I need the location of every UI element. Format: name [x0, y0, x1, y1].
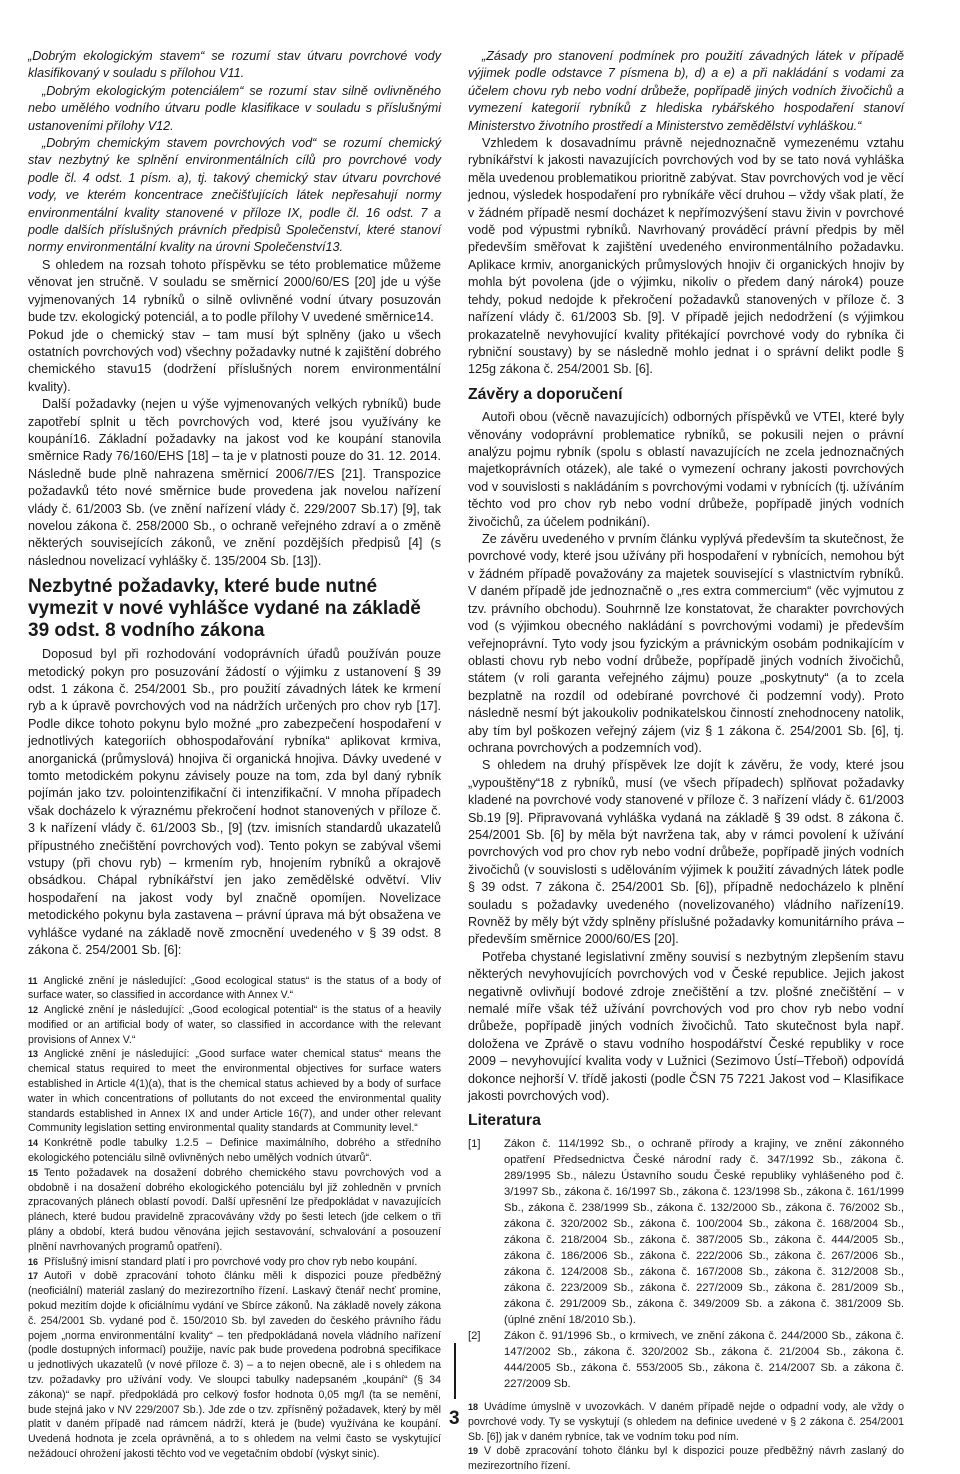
footnote: 12 Anglické znění je následující: „Good ecological potential“ is the status of a heavily modified or an artificial body of water, so classified in accordance with the relevant provisions of Annex V.“ — [28, 1004, 441, 1046]
left-column — [28, 48, 441, 1462]
paragraph: Pokud jde o chemický stav – tam musí být splněny (jako u všech ostatních povrchových vod) všechny požadavky nutné k zajištění dobrého chemického stavu15 (dodržení příslušných norem environmentální kvality). — [28, 327, 441, 394]
footnote: 18 Uvádíme úmyslně v uvozovkách. V daném případě nejde o odpadní vody, ale vždy o povrchové vody. Ty se vyskytují (s ohledem na definice uvedené v § 2 zákona č. 254/2001 Sb. [6]) jak v daném rybníce, tak ve vodním toku pod ním. — [468, 1400, 904, 1443]
paragraph: Další požadavky (nejen u výše vyjmenovaných velkých rybníků) bude zapotřebí splnit u těch povrchových vod, které jsou využívány ke koupání16. Základní požadavky na jakost vod ke koupání stanovila směrnice Rady 76/160/EHS [18] – ta je v platnosti pouze do 31. 12. 2014. Následně bude plně nahrazena směrnicí 2006/7/ES [21]. Transpozice požadavků této nové směrnice bude provedena jak novelou nařízení vlády č. 61/2003 Sb. (ve znění nařízení vlády č. 229/2007 Sb.17) [9], tak novelou zákona č. 258/2000 Sb., o ochraně veřejného zdraví a o změně některých souvisejících zákonů, ve znění pozdějších předpisů [4] (s následnou novelizací vyhlášky č. 135/2004 Sb. [13]). — [28, 397, 441, 568]
paragraph: S ohledem na rozsah tohoto příspěvku se této problematice můžeme věnovat jen stručně. V souladu se směrnicí 2000/60/ES [20] jde u výše vyjmenovaných 14 rybníků o silně ovlivněné vodní útvary posuzován bude tzv. ekologický potenciál, a to podle přílohy V uvedené směrnice14. — [28, 257, 441, 325]
section-heading: Závěry a doporučení — [468, 385, 623, 403]
paragraph: Potřeba chystané legislativní změny souvisí s nezbytným zlepšením stavu některých nevyhovujících povrchových vod v České republice. Jejich jakost negativně ovlivňují bodové zdroje znečištění a tzv. plošné znečištění – v nemalé míře však též užívání povrchových vod pro chov ryb nebo vodní drůbeže, popřípadě jiných vodních živočichů. Tato skutečnost byla např. doložena ve Zprávě o stavu vodního hospodářství České republiky v roce 2009 – nevyhovující kvalita vody v Lužnici (Sezimovo Ústí–Třeboň) odpovídá dokonce nejhorší V. třídě jakosti (podle ČSN 75 7221 Jakost vod – Klasifikace jakosti povrchových vod). — [468, 949, 904, 1104]
paragraph: S ohledem na druhý příspěvek lze dojít k závěru, že vody, které jsou „vypouštěny“18 z rybníků, musí (ve všech případech) splňovat požadavky kladené na povrchové vody stanovené v příloze č. 3 nařízení vlády č. 61/2003 Sb.19 [9]. Připravovaná vyhláška vydaná na základě § 39 odst. 8 zákona č. 254/2001 Sb. [6] by měla být navržena tak, aby v rámci povolení k užívání povrchových vod pro chov ryb nebo vodní drůbeže, popřípadě jiných vodních živočichů (v souvislosti s udělováním výjimek k použití závadných látek podle § 39 odst. 7 zákona č. 254/2001 Sb. [6]), případně nedocházelo k plnění souladu s požadavky uvedeného (novelizovaného) vládního nařízení19. Rovněž by měly být vždy splněny příslušné požadavky komunitárního práva – především směrnice 2000/60/ES [20]. — [468, 758, 904, 947]
paragraph: Autoři obou (věcně navazujících) odborných příspěvků ve VTEI, které byly věnovány vodoprávní problematice rybníků, se pokusili nejen o právní analýzu pojmu rybník (spolu s oblastí navazujících ne zcela jednoznačných majetkoprávních otázek), ale také o vymezení ochrany jakosti povrchových vod v souvislosti s nakládáním s povrchovými vodami v rybnících (tj. užíváním těchto vod pro chov ryb nebo vodní drůbeže, popřípadě jiných vodních živočichů, za účelem podnikání). — [468, 410, 904, 529]
literature-heading: Literatura — [468, 1112, 541, 1130]
reference-item: [1] Zákon č. 114/1992 Sb., o ochraně přírody a krajiny, ve znění zákonného opatření Předsednictva České národní rady č. 347/1992 Sb., zákona č. 289/1995 Sb., nálezu Ústavního soudu České republiky vyhlášeného pod č. 3/1997 Sb., zákona č. 16/1997 Sb., zákona č. 123/1998 Sb., zákona č. 161/1999 Sb., zákona č. 238/1999 Sb., zákona č. 132/2000 Sb., zákona č. 76/2002 Sb., zákona č. 320/2002 Sb., zákona č. 100/2004 Sb., zákona č. 168/2004 Sb., zákona č. 218/2004 Sb., zákona č. 387/2005 Sb., zákona č. 444/2005 Sb., zákona č. 186/2006 Sb., zákona č. 222/2006 Sb., zákona č. 267/2006 Sb., zákona č. 124/2008 Sb., zákona č. 167/2008 Sb., zákona č. 312/2008 Sb., zákona č. 223/2009 Sb., zákona č. 227/2009 Sb., zákona č. 281/2009 Sb., zákona č. 291/2009 Sb., zákona č. 349/2009 Sb. a zákona č. 381/2009 Sb. (úplné znění 18/2010 Sb.). — [468, 1137, 904, 1326]
footnotes — [468, 1400, 904, 1474]
paragraph: Vzhledem k dosavadnímu právně nejednoznačně vymezenému vztahu rybníkářství k jakosti navazujících povrchových vod by se tato nová vyhláška měla uvedenou problematikou prioritně zabývat. Stav povrchových vod je věcí jednou, výsledek hospodaření pro rybníkáře věcí druhou – vždy však platí, že v žádném případě nesmí docházet k nepřímozvýšení stavu živin v povrchové vodě pod výpustmi rybníků. Navrhovaný prováděcí právní předpis by měl především směřovat k zajištění uvedeného environmentálního požadavku. Aplikace krmiv, anorganických průmyslových hnojiv či organických hnojiv by mohla být povolena (jde o výjimku, nikoliv o předem daný nárok4) pouze tehdy, pokud nedojde k překročení požadavků stanovených v příloze č. 3 nařízení vlády č. 61/2003 Sb. [9]. V případě jejich nedodržení (s výjimkou prokazatelně nevyhovující kvality přitékající povrchové vody do rybníka či rybniční soustavy) by se následně mohlo jednat i o správní delikt podle § 125g zákona č. 254/2001 Sb. [6]. — [468, 136, 904, 377]
footnote: 13 Anglické znění je následující: „Good surface water chemical status“ means the chemical status required to meet the environmental objectives for surface waters established in Article 4(1)(a), that is the chemical status achieved by a body of surface water in which concentrations of pollutants do not exceed the environmental quality standards established in Annex IX and under Article 16(7), and under other relevant Community legislation setting environmental quality standards at Community level.“ — [28, 1048, 441, 1135]
footnotes — [28, 974, 441, 1462]
footnote: 19 V době zpracování tohoto článku byl k dispozici pouze předběžný návrh zaslaný do mezirezortního řízení. — [468, 1445, 904, 1473]
right-column — [468, 48, 904, 1474]
page-number-rule — [454, 1343, 456, 1399]
footnote: 15 Tento požadavek na dosažení dobrého chemického stavu povrchových vod a obdobně i na dosažení dobrého ekologického potenciálu byl již zohledněn v prvních zpracovaných plánech oblastí povodí. Další upřesnění lze předpokládat v navazujících plánech, které budou pravidelně zpracovávány vždy po šesti letech (jde celkem o tři plány a období, která budou věnována jejich sestavování, schvalování a posouzení plnění navrhovaných programů opatření). — [28, 1166, 441, 1253]
reference-item: [2] Zákon č. 91/1996 Sb., o krmivech, ve znění zákona č. 244/2000 Sb., zákona č. 147/2002 Sb., zákona č. 320/2002 Sb., zákona č. 21/2004 Sb., zákona č. 444/2005 Sb., zákona č. 553/2005 Sb., zákona č. 214/2007 Sb. a zákona č. 227/2009 Sb. — [468, 1329, 904, 1390]
paragraph: Ze závěru uvedeného v prvním článku vyplývá především ta skutečnost, že povrchové vody, které jsou užívány při hospodaření v rybnících, nemohou být v žádném případě považovány za majetek související s vlastnictvím rybníků. V daném případě jde jednoznačně o „res extra commercium“ (věc vyjmutou z tzv. právního obchodu). Souhrnně lze konstatovat, že charakter povrchových vod (s výjimkou obecného nakládání s povrchovými vodami) je především veřejnoprávní. Tyto vody jsou fyzickým a právnickým osobám podnikajícím v oblasti chovu ryb nebo vodní drůbeže, popřípadě jiných vodních živočichů, státem (v roli garanta veřejného zájmu) pouze „poskytnuty“ (a to zcela bezplatně na rozdíl od odebírané povrchové či podzemní vody). Proto následně nesmí být jakoukoliv podnikatelskou činností znehodnoceny natolik, aby tím byl poškozen veřejný zájem (viz § 1 zákona č. 254/2001 Sb. [6], tj. ochrana povrchových a podzemních vod). — [468, 532, 904, 755]
section-heading: Nezbytné požadavky, které bude nutné vymezit v nové vyhlášce vydané na základě 39 odst. 8 vodního zákona — [28, 576, 421, 642]
footnote: 11 Anglické znění je následující: „Good ecological status“ is the status of a body of surface water, so classified in accordance with Annex V.“ — [28, 974, 441, 1002]
definition-ecological-potential: „Dobrým ekologickým potenciálem“ se rozumí stav silně ovlivněného nebo umělého vodního útvaru podle klasifikace v souladu s příslušnými ustanoveními přílohy V12. — [28, 83, 441, 133]
definition-ecological-status: „Dobrým ekologickým stavem“ se rozumí stav útvaru povrchové vody klasifikovaný v souladu s přílohou V11. — [28, 49, 441, 81]
definition-chemical-status: „Dobrým chemickým stavem povrchových vod“ se rozumí chemický stav nezbytný ke splnění environmentálních cílů pro povrchové vody podle čl. 4 odst. 1 písm. a), tj. takový chemický stav útvaru povrchové vody, ve kterém koncentrace znečišťujících látek nepřesahují normy environmentální kvality stanovené v příloze IX, podle čl. 16 odst. 7 a podle dalších příslušných právních předpisů Společenství, které stanoví normy environmentální kvality na úrovni Společenství13. — [28, 136, 441, 255]
footnote: 17 Autoři v době zpracování tohoto článku měli k dispozici pouze předběžný (neoficiální) materiál zaslaný do mezirezortního řízení. Laskavý čtenář nechť promine, pokud mezitím dojde k oficiálnímu vydání ve Sbírce zákonů. Na základě novely zákona č. 254/2001 Sb. vydané pod č. 150/2010 Sb. byl zaveden do českého právního řádu pojem „norma environmentální kvality“ – ten předpokládaná novela vládního nařízení (podle dostupných informací) použije, navíc pak bude provedena podrobná specifikace u jednotlivých ukazatelů (v nové příloze č. 3) – a to nejen obecně, ale i s ohledem na tzv. požadavky pro užívání vody. Ve sloupci tabulky nadepsaném „koupání“ (§ 34 zákona)“ se např. předpokládá pro celkový fosfor hodnota 0,05 mg/l (ta se nemění, bude stejná jako v NV 229/2007 Sb.). Jde zde o tzv. zpřísněný požadavek, který by měl platit v daném případě nad rámcem nádrží, která je (bude) využívána ke koupání. Uvedená hodnota je zcela oprávněná, a to s ohledem na velmi často se vyskytující nežádoucí ohrožení jakosti těchto vod ve vegetačním období (výskyt sinic). — [28, 1270, 441, 1460]
page-number: 3 — [449, 1408, 460, 1429]
footnote: 16 Příslušný imisní standard platí i pro povrchové vody pro chov ryb nebo koupání. — [28, 1255, 418, 1268]
footnote: 14 Konkrétně podle tabulky 1.2.5 – Definice maximálního, dobrého a středního ekologického potenciálu silně ovlivněných nebo umělých vodních útvarů“. — [28, 1137, 441, 1165]
paragraph: Doposud byl při rozhodování vodoprávních úřadů používán pouze metodický pokyn pro posuzování žádostí o výjimku z ustanovení § 39 odst. 1 zákona č. 254/2001 Sb., pro použití závadných látek ke krmení ryb a k úpravě povrchových vod na nádržích určených pro chov ryb [17]. Podle dikce tohoto pokynu bylo možné „pro zabezpečení hospodaření v jednotlivých kategoriích obhospodařování rybníka“ aplikovat krmiva, anorganická (průmyslová) hnojiva či organická hnojiva. Dávky uvedené v tomto metodickém pokynu závisely pouze na tom, zda byl daný rybník pojímán jako tzv. polointenzifikační či intenzifikační. V mnoha případech však docházelo k výraznému překročení hodnot stanovených v příloze č. 3 k nařízení vlády č. 61/2003 Sb., [9] (tzv. imisních standardů ukazatelů přípustného znečištění povrchových vod). Tento pokyn se zabýval všemi vstupy (při chovu ryb) – krmením ryb, hnojením rybníků a okrajově obsádkou. Chápal rybníkářství jen jako zemědělské odvětví. Vliv hospodaření na jakost vody byl značně opomíjen. Novelizace metodického pokynu byla zastavena – právní úprava má být obsažena ve vyhlášce vydané na základě nově zmocnění uvedeného v § 39 odst. 8 zákona č. 254/2001 Sb. [6]: — [28, 647, 441, 958]
legal-quote: „Zásady pro stanovení podmínek pro použití závadných látek v případě výjimek podle odstavce 7 písmena b), d) a e) a při nakládání s vodami za účelem chovu ryb nebo vodní drůbeže, popřípadě jiných vodních živočichů a vymezení kategorií rybníků z hlediska rybářského hospodaření stanoví Ministerstvo životního prostředí a Ministerstvo zemědělství vyhláškou.“ — [468, 49, 904, 133]
